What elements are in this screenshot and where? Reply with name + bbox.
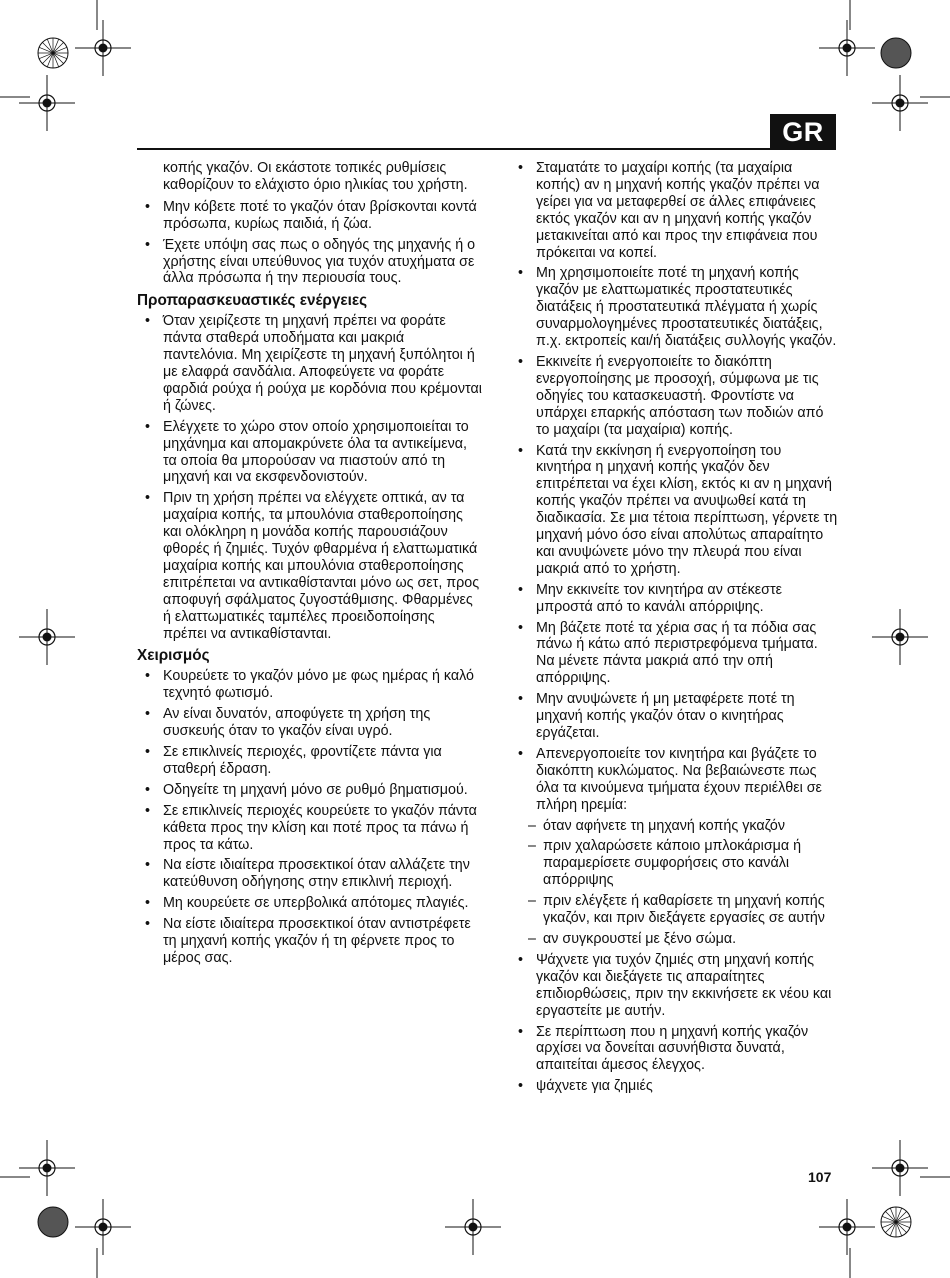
- list-item: • Μην εκκινείτε τον κινητήρα αν στέκεστε μπροστά από το κανάλι απόρριψης.: [510, 582, 838, 616]
- page-number: 107: [808, 1169, 832, 1185]
- list-item: • Πριν τη χρήση πρέπει να ελέγχετε οπτικά, αν τα μαχαίρια κοπής, τα μπουλόνια σταθεροποίησης και ολόκληρη η μονάδα κοπής παρουσιάζουν φθορές ή ζημιές. Τυχόν φθαρμένα ή ελαττωματικά μαχαίρια κοπής και μπουλόνια σταθεροποίησης επιτρέπεται να αντικαθίστανται μόνο ως σετ, προς αποφυγή σφάλματος ζυγοστάθμισης. Φθαρμένες ή ελαττωματικές ταμπέλες προειδοποίησης πρέπει να αντικαθίστανται.: [137, 490, 482, 642]
- intro-continuation: κοπής γκαζόν. Οι εκάστοτε τοπικές ρυθμίσεις καθορίζουν το ελάχιστο όριο ηλικίας του χρήστη.: [163, 160, 468, 193]
- list-item: • Μη κουρεύετε σε υπερβολικά απότομες πλαγιές.: [137, 895, 482, 912]
- dash-item: – αν συγκρουστεί με ξένο σώμα.: [510, 931, 838, 948]
- list-item: • Κουρεύετε το γκαζόν μόνο με φως ημέρας ή καλό τεχνητό φωτισμό.: [137, 668, 482, 702]
- list-item: • Οδηγείτε τη μηχανή μόνο σε ρυθμό βηματισμού.: [137, 782, 482, 799]
- list-item: • Μη χρησιμοποιείτε ποτέ τη μηχανή κοπής γκαζόν με ελαττωματικές προστατευτικές διατάξεις ή προστατευτικά πλέγματα ή χωρίς συναρμολογημένες προστατευτικές διατάξεις, π.χ. εκτροπείς και/ή διατάξεις συλλογής γκαζόν.: [510, 265, 838, 350]
- list-item: • Αν είναι δυνατόν, αποφύγετε τη χρήση της συσκευής όταν το γκαζόν είναι υγρό.: [137, 706, 482, 740]
- dash-item: – όταν αφήνετε τη μηχανή κοπής γκαζόν: [510, 818, 838, 835]
- list-item: • Κατά την εκκίνηση ή ενεργοποίηση του κινητήρα η μηχανή κοπής γκαζόν δεν επιτρέπεται να έχει κλίση, εκτός κι αν η μηχανή κοπής γκαζόν πρέπει να ανυψωθεί κατά τη διαδικασία. Σε μια τέτοια περίπτωση, γέρνετε τη μηχανή μόνο όσο είναι απολύτως απαραίτητο και ανυψώνετε μόνο την πλευρά που είναι μακριά από το χρήστη.: [510, 443, 838, 578]
- list-item: • Εκκινείτε ή ενεργοποιείτε το διακόπτη ενεργοποίησης με προσοχή, σύμφωνα με τις οδηγίες του κατασκευαστή. Φροντίστε να υπάρχει επαρκής απόσταση των ποδιών από το μαχαίρι (τα μαχαίρια) κοπής.: [510, 354, 838, 439]
- list-item: • Απενεργοποιείτε τον κινητήρα και βγάζετε το διακόπτη κυκλώματος. Να βεβαιώνεστε πως όλα τα κινούμενα τμήματα έχουν περιέλθει σε πλήρη ηρεμία:: [510, 746, 838, 814]
- list-item: • Να είστε ιδιαίτερα προσεκτικοί όταν αντιστρέφετε τη μηχανή κοπής γκαζόν ή τη φέρνετε προς το μέρος σας.: [137, 916, 482, 967]
- list-item: • Σε επικλινείς περιοχές, φροντίζετε πάντα για σταθερή έδραση.: [137, 744, 482, 778]
- list-item: • ψάχνετε για ζημιές: [510, 1078, 838, 1095]
- left-column: [137, 160, 482, 971]
- list-item: • Σε επικλινείς περιοχές κουρεύετε το γκαζόν πάντα κάθετα προς την κλίση και ποτέ προς τα πάνω ή προς τα κάτω.: [137, 803, 482, 854]
- list-item: • Έχετε υπόψη σας πως ο οδηγός της μηχανής ή ο χρήστης είναι υπεύθυνος για τυχόν ατυχήματα σε άλλα πρόσωπα ή την περιουσία τους.: [137, 237, 482, 288]
- list-item: • Ελέγχετε το χώρο στον οποίο χρησιμοποιείται το μηχάνημα και απομακρύνετε όλα τα αντικείμενα, τα οποία θα μπορούσαν να πιαστούν από τη μηχανή και να εκσφενδονιστούν.: [137, 419, 482, 487]
- list-item: • Μην ανυψώνετε ή μη μεταφέρετε ποτέ τη μηχανή κοπής γκαζόν όταν ο κινητήρας εργάζεται.: [510, 691, 838, 742]
- list-item: • Σε περίπτωση που η μηχανή κοπής γκαζόν αρχίσει να δονείται ασυνήθιστα δυνατά, απαιτείται άμεσος έλεγχος.: [510, 1024, 838, 1075]
- list-item: • Όταν χειρίζεστε τη μηχανή πρέπει να φοράτε πάντα σταθερά υποδήματα και μακριά παντελόνια. Μη χειρίζεστε τη μηχανή ξυπόλητοι ή με ελαφρά σανδάλια. Αποφεύγετε να φοράτε φαρδιά ρούχα ή ρούχα με κορδόνια που κρέμονται ή ζώνες.: [137, 313, 482, 414]
- list-item: • Να είστε ιδιαίτερα προσεκτικοί όταν αλλάζετε την κατεύθυνση οδήγησης στην επικλινή περιοχή.: [137, 857, 482, 891]
- list-item: • Ψάχνετε για τυχόν ζημιές στη μηχανή κοπής γκαζόν και διεξάγετε τις απαραίτητες επιδιορθώσεις, πριν την εκκινήσετε εκ νέου και εργαστείτε με αυτήν.: [510, 952, 838, 1020]
- dash-item: – πριν ελέγξετε ή καθαρίσετε τη μηχανή κοπής γκαζόν, και πριν διεξάγετε εργασίες σε αυτήν: [510, 893, 838, 927]
- section-heading-operation: Χειρισμός: [137, 647, 210, 665]
- list-item: • Μη βάζετε ποτέ τα χέρια σας ή τα πόδια σας πάνω ή κάτω από περιστρεφόμενα τμήματα. Να μένετε πάντα μακριά από την οπή απόρριψης.: [510, 620, 838, 688]
- list-item: • Μην κόβετε ποτέ το γκαζόν όταν βρίσκονται κοντά πρόσωπα, κυρίως παιδιά, ή ζώα.: [137, 199, 482, 233]
- dash-item: – πριν χαλαρώσετε κάποιο μπλοκάρισμα ή παραμερίσετε συμφορήσεις στο κανάλι απόρριψης: [510, 838, 838, 889]
- list-item: • Σταματάτε το μαχαίρι κοπής (τα μαχαίρια κοπής) αν η μηχανή κοπής γκαζόν πρέπει να γείρει για να μεταφερθεί σε άλλες επιφάνειες εκτός γκαζόν και αν η μηχανή κοπής γκαζόν μετακινείται από και προς την επιφάνεια που πρόκειται να κοπεί.: [510, 160, 838, 261]
- right-column: [510, 160, 838, 1099]
- section-heading-preparation: Προπαρασκευαστικές ενέργειες: [137, 292, 368, 310]
- header-rule: [137, 148, 835, 150]
- language-badge: GR: [770, 114, 836, 150]
